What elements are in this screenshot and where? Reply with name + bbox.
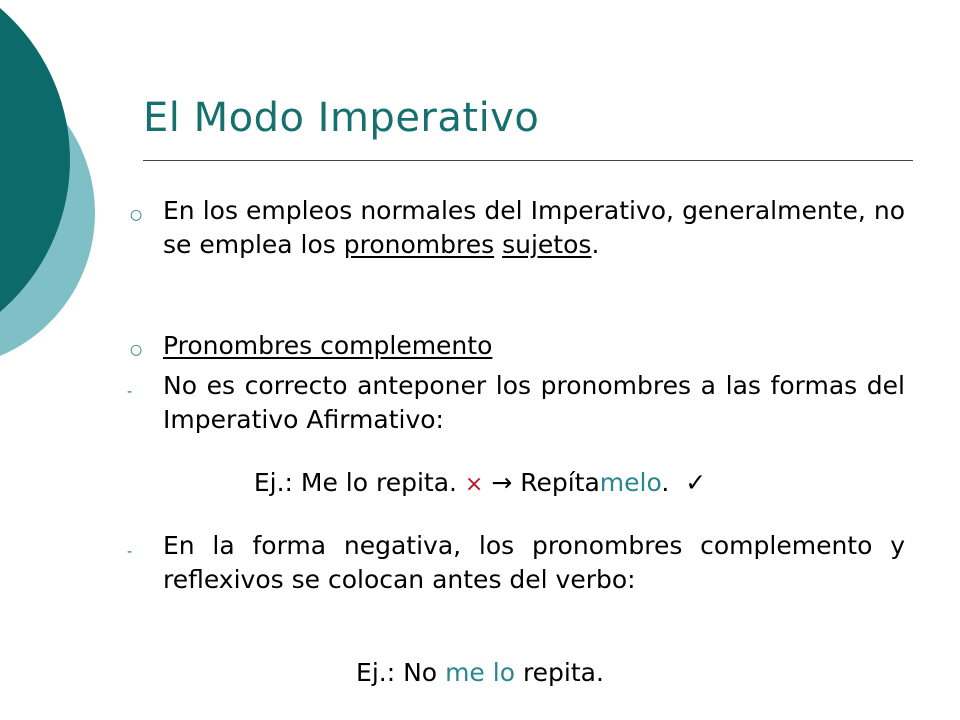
bullet-text-end: . [591, 230, 600, 259]
example-afirmativo [0, 466, 960, 502]
underlined-term: sujetos [502, 230, 592, 259]
example-correct-verb: Repíta [520, 468, 600, 497]
checkmark-icon: ✓ [685, 468, 707, 497]
cross-icon: × [464, 472, 484, 497]
bullet-paragraph-pronombres-sujetos [163, 194, 905, 262]
underlined-term: pronombres [343, 230, 495, 259]
hollow-circle-bullet-icon: ○ [130, 207, 143, 223]
example-pronouns: me lo [445, 658, 515, 687]
example-negativa [0, 656, 960, 690]
dash-marker: - [127, 544, 133, 560]
example-period: . [661, 468, 670, 497]
example-correct-pronouns: melo [599, 468, 662, 497]
slide-title: El Modo Imperativo [143, 95, 540, 141]
bullet-heading-pronombres-complemento [163, 329, 905, 363]
hollow-circle-bullet-icon: ○ [130, 342, 143, 358]
sub-item-negativa: En la forma negativa, los pronombres complemento y reflexivos se colocan antes del verbo: [163, 531, 905, 594]
space-separator [494, 230, 502, 259]
example-suffix: repita. [522, 658, 604, 687]
underlined-heading: Pronombres complemento [163, 331, 493, 360]
dash-marker: - [127, 384, 133, 400]
sub-item-afirmativo: No es correcto anteponer los pronombres a las formas del Imperativo Afirmativo: [163, 371, 905, 434]
bullet-text: En los empleos normales del Imperativo, generalmente, no se emplea los [163, 196, 905, 259]
example-prefix: Ej.: No [356, 658, 438, 687]
title-underline-rule [143, 160, 913, 161]
arrow-right-icon: → [491, 468, 513, 497]
example-incorrect: Ej.: Me lo repita. [253, 468, 457, 497]
